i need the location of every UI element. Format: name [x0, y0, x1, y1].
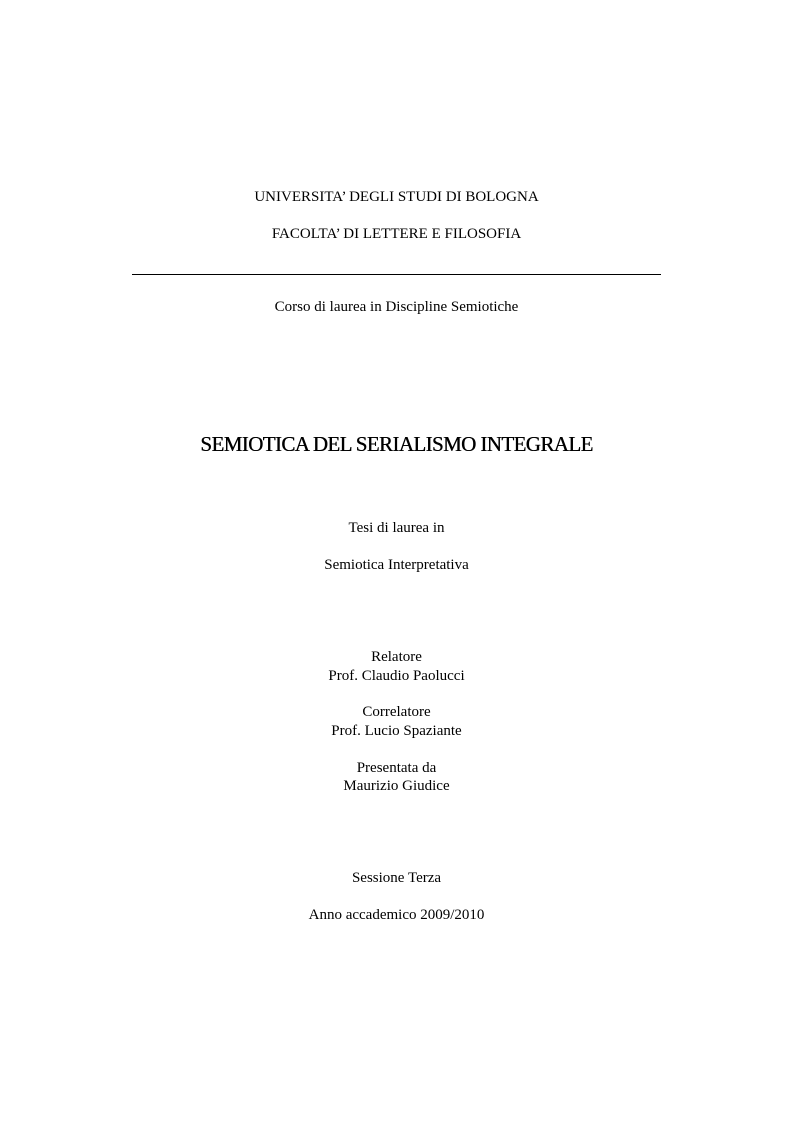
thesis-title: SEMIOTICA DEL SERIALISMO INTEGRALE — [200, 432, 593, 456]
horizontal-divider — [132, 274, 661, 275]
thesis-type-label: Tesi di laurea in — [348, 520, 445, 536]
faculty-name: FACOLTA’ DI LETTERE E FILOSOFIA — [271, 226, 522, 242]
coadvisor-label: Correlatore — [362, 704, 431, 720]
thesis-subject: Semiotica Interpretativa — [324, 557, 469, 573]
course-name: Corso di laurea in Discipline Semiotiche — [274, 299, 519, 315]
author-label: Presentata da — [356, 760, 437, 776]
advisor-name: Prof. Claudio Paolucci — [328, 668, 465, 684]
author-name: Maurizio Giudice — [343, 778, 450, 794]
academic-year: Anno accademico 2009/2010 — [308, 907, 485, 923]
session: Sessione Terza — [351, 870, 442, 886]
advisor-label: Relatore — [371, 649, 422, 665]
university-name: UNIVERSITA’ DEGLI STUDI DI BOLOGNA — [254, 189, 539, 205]
coadvisor-name: Prof. Lucio Spaziante — [331, 723, 462, 739]
